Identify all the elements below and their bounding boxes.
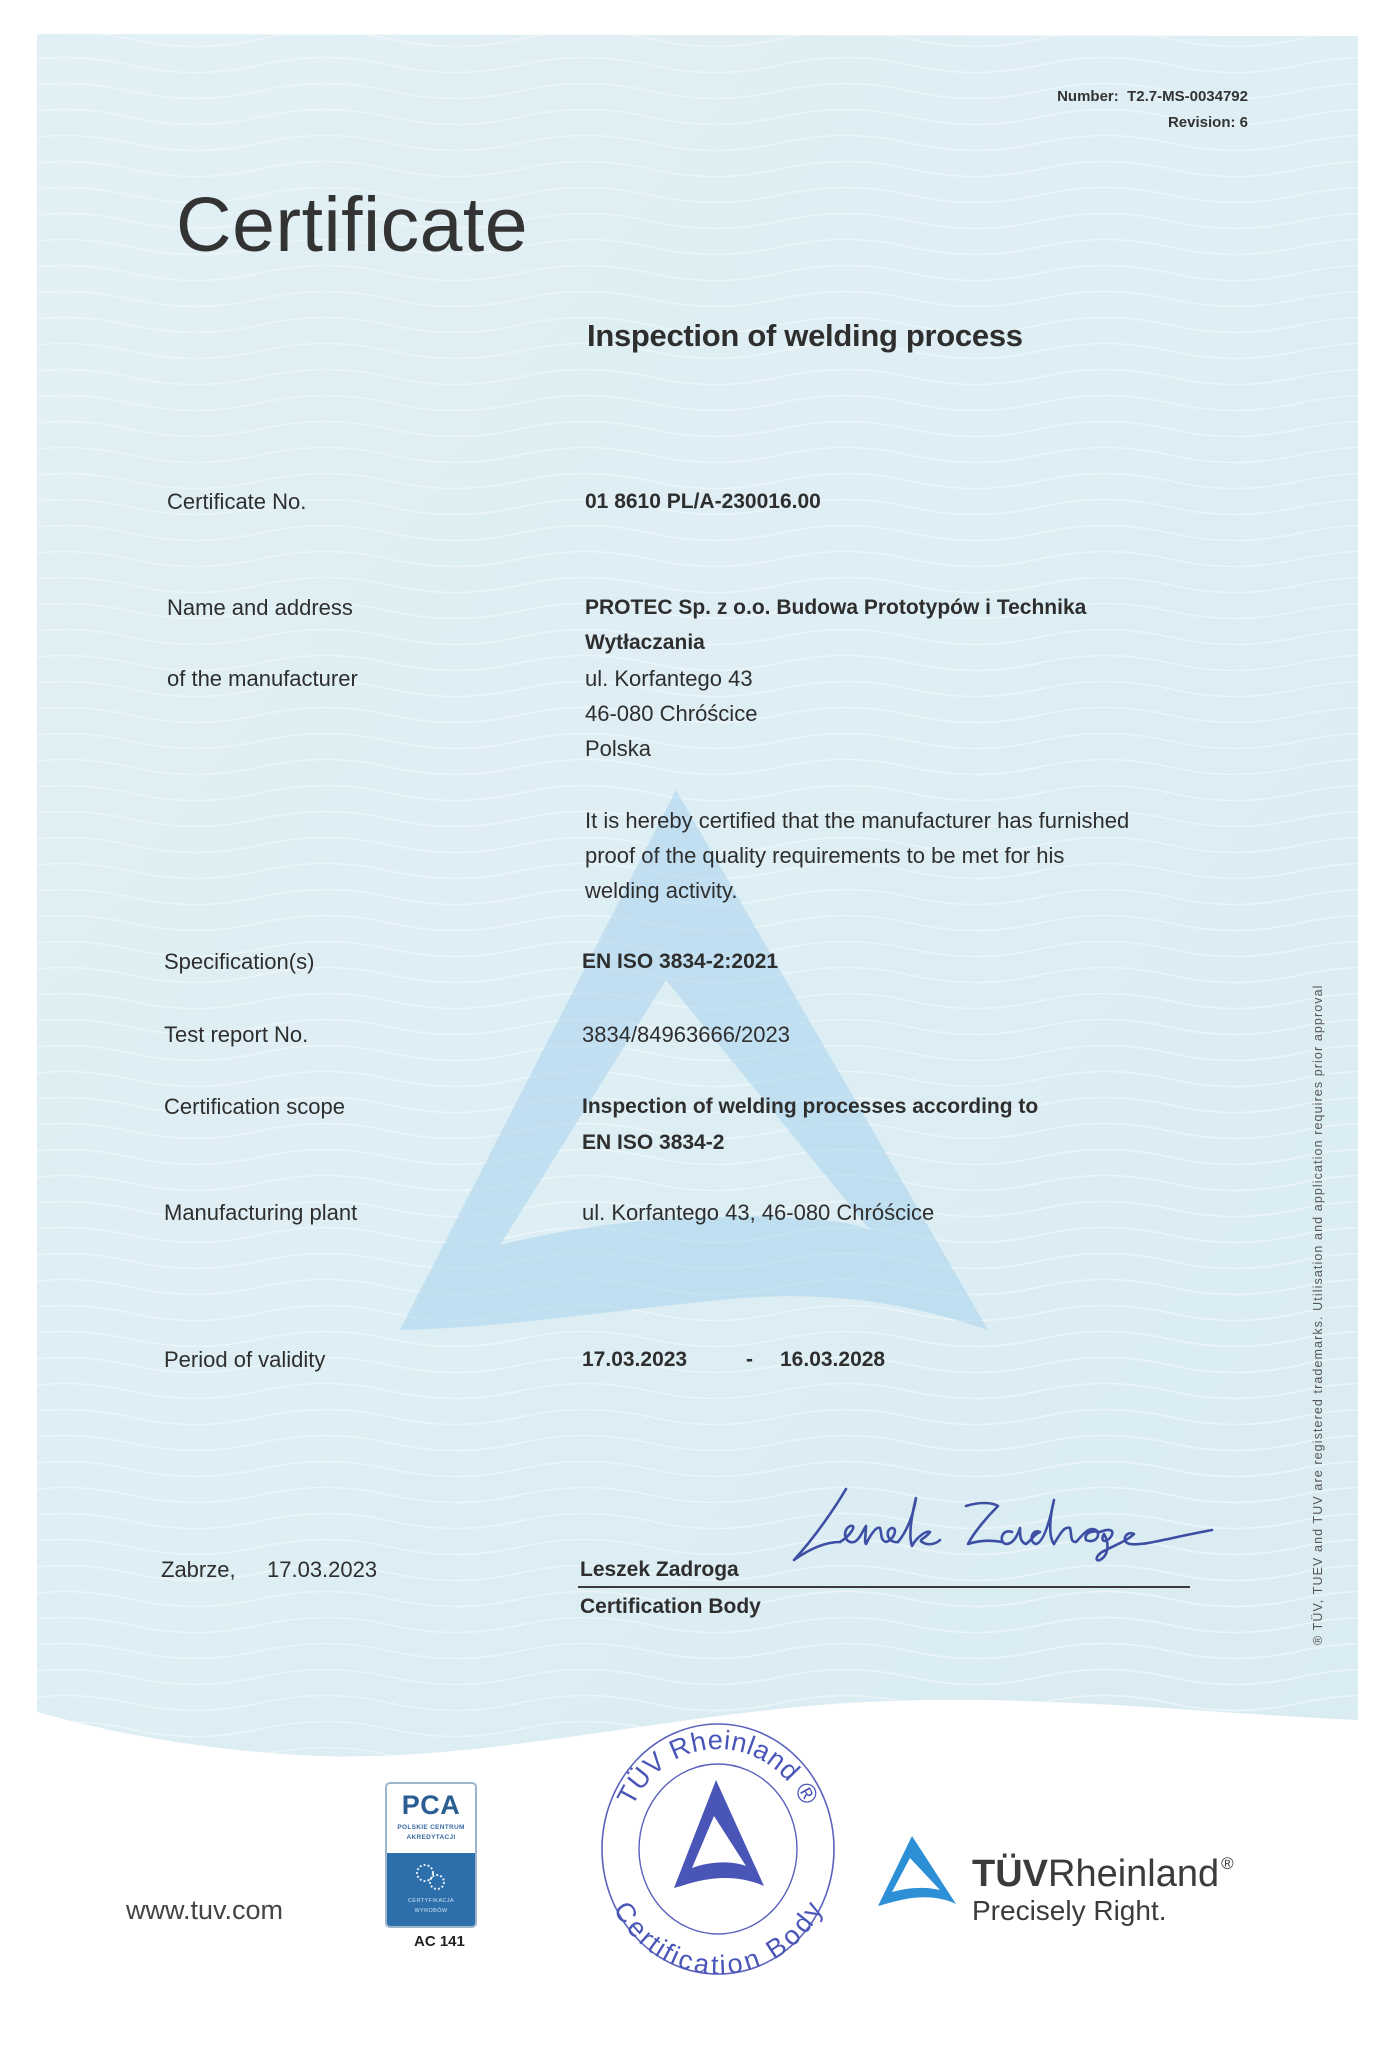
registered-mark: ® [1221,1854,1234,1873]
manufacturer-name-line2: Wytłaczania [585,631,705,654]
issue-place: Zabrze, [161,1557,236,1582]
issue-date: 17.03.2023 [267,1557,378,1582]
specification-label: Specification(s) [164,949,315,974]
tuv-brand-name [972,1855,1234,1893]
test-report-label: Test report No. [164,1022,309,1047]
validity-to: 16.03.2028 [780,1348,886,1371]
pca-accreditation-logo [385,1782,477,1928]
certificate-no-label: Certificate No. [167,489,307,514]
manufacturer-city: 46-080 Chróścice [585,701,758,726]
document-number [1057,88,1248,105]
number-value: T2.7-MS-0034792 [1127,88,1248,105]
stamp-bottom-text: Certification Body [607,1896,829,1980]
tuv-logo-triangle-icon [876,1834,958,1908]
handwritten-signature [788,1484,1218,1566]
manufacturer-country: Polska [585,736,652,761]
website-link[interactable]: www.tuv.com [126,1895,284,1925]
pca-org-line2: AKREDYTACJI [406,1834,456,1841]
gears-icon [411,1861,451,1893]
certificate-no-value: 01 8610 PL/A-230016.00 [585,490,821,513]
stamp-top-text: TÜV Rheinland ® [611,1724,825,1810]
validity-from: 17.03.2023 [582,1348,688,1371]
pca-accreditation-number: AC 141 [414,1933,465,1950]
manufacturer-street: ul. Korfantego 43 [585,666,753,691]
manufacturer-label-line2: of the manufacturer [167,666,358,691]
revision-value: 6 [1239,114,1248,131]
document-revision [1168,114,1248,131]
pca-org-line1: POLSKIE CENTRUM [397,1824,465,1831]
pca-logo-text: PCA [401,1790,461,1820]
manufacturing-plant-label: Manufacturing plant [164,1200,358,1225]
specification-value: EN ISO 3834-2:2021 [582,950,779,973]
certification-scope-line2: EN ISO 3834-2 [582,1131,725,1154]
certification-scope-label: Certification scope [164,1094,345,1119]
trademark-notice: ® TÜV, TUEV and TUV are registered trademarks. Utilisation and application requires prior approval [1311,984,1325,1645]
certification-scope-line1: Inspection of welding processes according to [582,1095,1039,1118]
number-label: Number: [1057,88,1119,105]
tuv-brand-bold: TÜV [972,1853,1048,1895]
statement-line3: welding activity. [585,878,738,903]
test-report-value: 3834/84963666/2023 [582,1022,790,1047]
certification-body-stamp [596,1718,840,1980]
signatory-role: Certification Body [580,1595,761,1618]
validity-label: Period of validity [164,1347,326,1372]
validity-separator: - [746,1348,753,1371]
page-title: Certificate [176,182,529,268]
page-subtitle: Inspection of welding process [587,318,1023,353]
signatory-name: Leszek Zadroga [580,1558,739,1581]
signature-line [578,1586,1190,1588]
manufacturing-plant-value: ul. Korfantego 43, 46-080 Chróścice [582,1200,935,1225]
svg-text:Certification Body [608,1896,829,1980]
revision-label: Revision: [1167,114,1236,131]
pca-cert-line2: WYROBÓW [414,1908,448,1914]
manufacturer-label-line1: Name and address [167,595,353,620]
statement-line2: proof of the quality requirements to be met for his [585,843,1065,868]
tuv-tagline: Precisely Right. [972,1895,1167,1926]
statement-line1: It is hereby certified that the manufacturer has furnished [585,808,1130,833]
manufacturer-name-line1: PROTEC Sp. z o.o. Budowa Prototypów i Technika [585,596,1087,619]
tuv-brand-regular: Rheinland [1048,1853,1220,1895]
stamp-triangle-icon [674,1780,764,1888]
pca-cert-line1: CERTYFIKACJA [408,1898,454,1904]
